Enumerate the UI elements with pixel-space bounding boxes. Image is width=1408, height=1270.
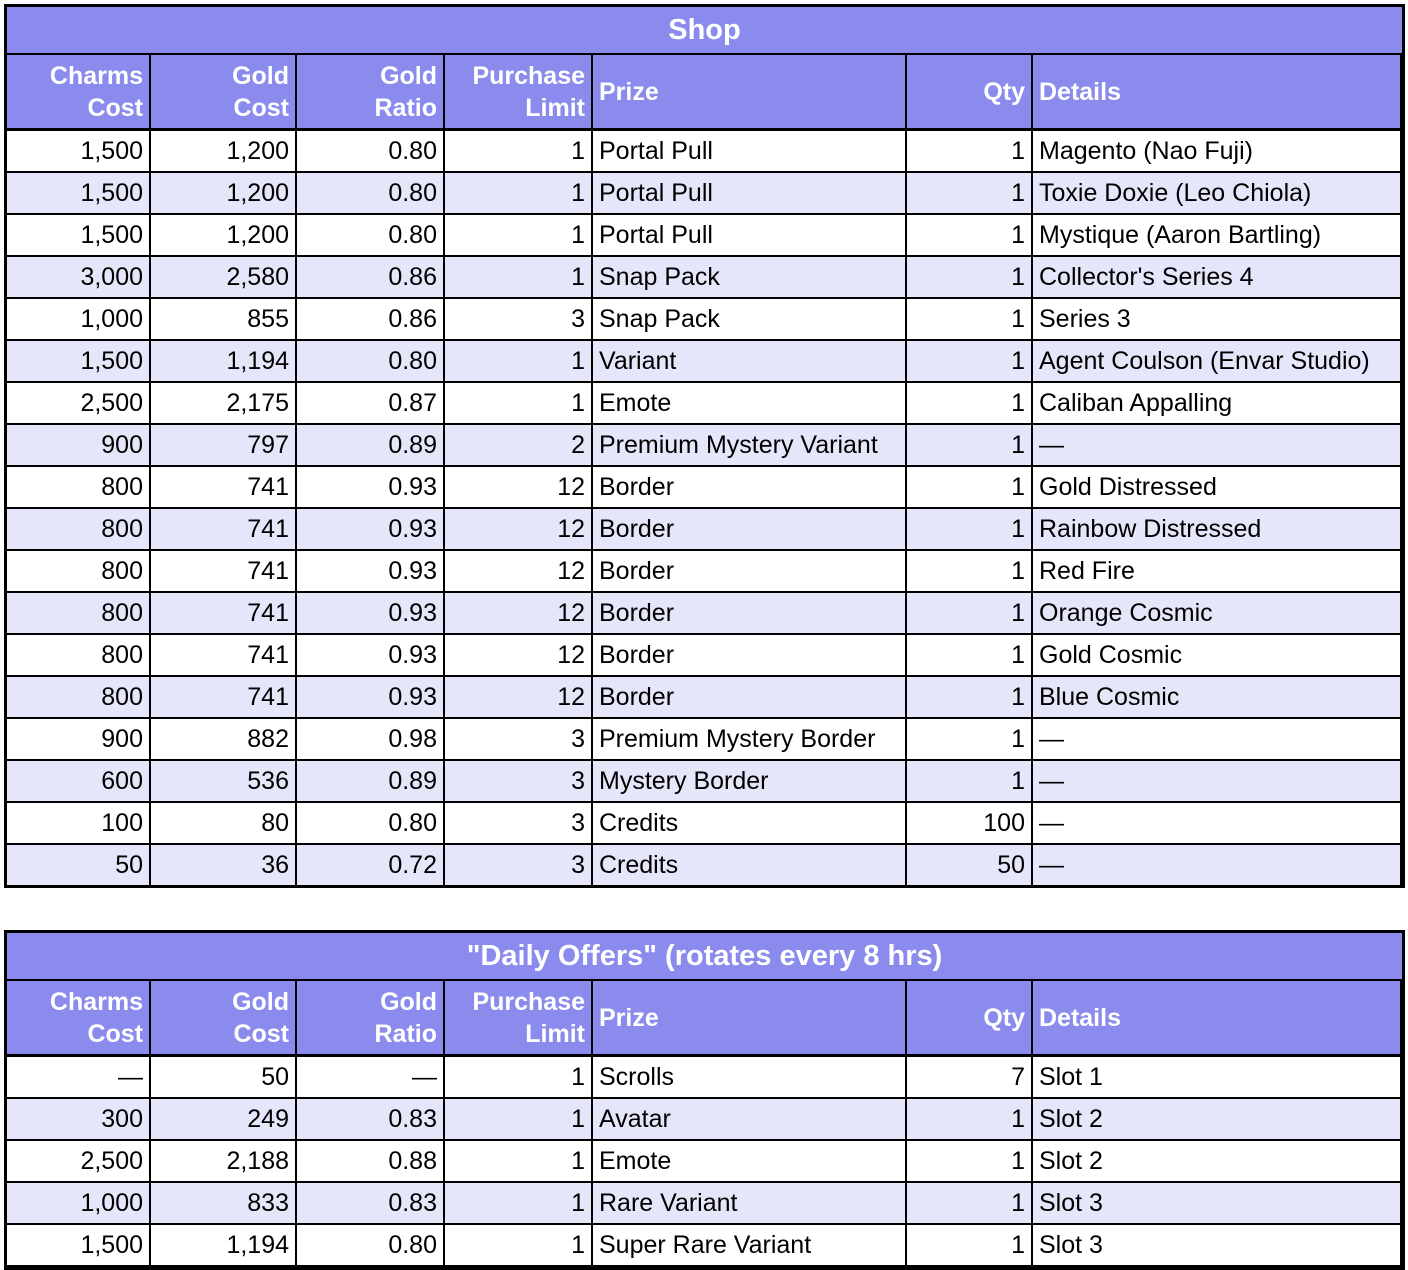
details-cell: Gold Cosmic: [1033, 635, 1400, 675]
gold-cost-cell: 2,188: [151, 1141, 295, 1181]
charms-cost-cell: 2,500: [7, 383, 149, 423]
gold-ratio-cell: 0.93: [297, 551, 443, 591]
table-row: [7, 215, 1400, 255]
gold-ratio-cell: 0.80: [297, 131, 443, 171]
prize-cell: Border: [593, 509, 905, 549]
details-cell: Rainbow Distressed: [1033, 509, 1400, 549]
gold-cost-cell: 882: [151, 719, 295, 759]
qty-cell: 1: [907, 467, 1031, 507]
header-gold-ratio: Gold Ratio: [297, 55, 443, 128]
header-gold-cost: Gold Cost: [151, 55, 295, 128]
purchase-limit-cell: 1: [445, 383, 591, 423]
qty-cell: 1: [907, 551, 1031, 591]
prize-cell: Emote: [593, 1141, 905, 1181]
table-row: [7, 803, 1400, 843]
charms-cost-cell: 800: [7, 635, 149, 675]
charms-cost-cell: 1,000: [7, 1183, 149, 1223]
purchase-limit-cell: 1: [445, 1099, 591, 1139]
charms-cost-cell: 1,500: [7, 215, 149, 255]
shop-title: Shop: [7, 7, 1402, 53]
details-cell: —: [1033, 425, 1400, 465]
charms-cost-cell: 800: [7, 593, 149, 633]
table-row: [7, 845, 1400, 885]
details-cell: —: [1033, 719, 1400, 759]
qty-cell: 1: [907, 383, 1031, 423]
purchase-limit-cell: 3: [445, 761, 591, 801]
gold-cost-cell: 741: [151, 509, 295, 549]
table-row: [7, 1183, 1400, 1223]
prize-cell: Premium Mystery Border: [593, 719, 905, 759]
qty-cell: 1: [907, 215, 1031, 255]
gold-cost-cell: 855: [151, 299, 295, 339]
charms-cost-cell: 800: [7, 551, 149, 591]
gold-ratio-cell: 0.88: [297, 1141, 443, 1181]
header-qty: Qty: [907, 981, 1031, 1054]
charms-cost-cell: 100: [7, 803, 149, 843]
gold-cost-cell: 1,200: [151, 173, 295, 213]
charms-cost-cell: 600: [7, 761, 149, 801]
gold-ratio-cell: 0.86: [297, 299, 443, 339]
gold-ratio-cell: 0.83: [297, 1099, 443, 1139]
qty-cell: 1: [907, 425, 1031, 465]
table-row: [7, 383, 1400, 423]
charms-cost-cell: 1,500: [7, 131, 149, 171]
details-cell: Blue Cosmic: [1033, 677, 1400, 717]
header-charms-cost: Charms Cost: [7, 55, 149, 128]
prize-cell: Portal Pull: [593, 215, 905, 255]
header-gold-ratio: Gold Ratio: [297, 981, 443, 1054]
gold-cost-cell: 1,194: [151, 1225, 295, 1265]
gold-ratio-cell: 0.98: [297, 719, 443, 759]
prize-cell: Border: [593, 593, 905, 633]
charms-cost-cell: 300: [7, 1099, 149, 1139]
gold-ratio-cell: 0.93: [297, 467, 443, 507]
charms-cost-cell: 1,500: [7, 1225, 149, 1265]
table-row: [7, 1057, 1400, 1097]
prize-cell: Premium Mystery Variant: [593, 425, 905, 465]
gold-cost-cell: 741: [151, 677, 295, 717]
table-row: [7, 551, 1400, 591]
table-row: [7, 677, 1400, 717]
table-row: [7, 341, 1400, 381]
purchase-limit-cell: 12: [445, 551, 591, 591]
gold-cost-cell: 1,200: [151, 131, 295, 171]
prize-cell: Emote: [593, 383, 905, 423]
header-qty: Qty: [907, 55, 1031, 128]
table-row: [7, 467, 1400, 507]
purchase-limit-cell: 12: [445, 677, 591, 717]
header-prize: Prize: [593, 981, 905, 1054]
purchase-limit-cell: 1: [445, 173, 591, 213]
gold-ratio-cell: 0.89: [297, 761, 443, 801]
daily-offers-table: [4, 930, 1405, 1270]
prize-cell: Credits: [593, 845, 905, 885]
purchase-limit-cell: 2: [445, 425, 591, 465]
details-cell: Collector's Series 4: [1033, 257, 1400, 297]
charms-cost-cell: 2,500: [7, 1141, 149, 1181]
prize-cell: Rare Variant: [593, 1183, 905, 1223]
details-cell: Slot 2: [1033, 1099, 1400, 1139]
prize-cell: Portal Pull: [593, 173, 905, 213]
qty-cell: 1: [907, 173, 1031, 213]
prize-cell: Variant: [593, 341, 905, 381]
details-cell: Orange Cosmic: [1033, 593, 1400, 633]
details-cell: Slot 1: [1033, 1057, 1400, 1097]
table-row: [7, 1141, 1400, 1181]
gold-cost-cell: 249: [151, 1099, 295, 1139]
gold-ratio-cell: 0.80: [297, 173, 443, 213]
table-row: [7, 257, 1400, 297]
gold-cost-cell: 36: [151, 845, 295, 885]
table-row: [7, 299, 1400, 339]
prize-cell: Portal Pull: [593, 131, 905, 171]
gold-cost-cell: 1,200: [151, 215, 295, 255]
charms-cost-cell: 900: [7, 425, 149, 465]
charms-cost-cell: 900: [7, 719, 149, 759]
details-cell: Slot 2: [1033, 1141, 1400, 1181]
header-gold-cost: Gold Cost: [151, 981, 295, 1054]
gold-cost-cell: 2,175: [151, 383, 295, 423]
details-cell: —: [1033, 803, 1400, 843]
gold-cost-cell: 741: [151, 593, 295, 633]
qty-cell: 1: [907, 131, 1031, 171]
header-purchase-limit: Purchase Limit: [445, 55, 591, 128]
purchase-limit-cell: 1: [445, 1141, 591, 1181]
table-row: [7, 131, 1400, 171]
gold-cost-cell: 2,580: [151, 257, 295, 297]
header-details: Details: [1033, 981, 1400, 1054]
gold-cost-cell: 536: [151, 761, 295, 801]
table-row: [7, 173, 1400, 213]
details-cell: Agent Coulson (Envar Studio): [1033, 341, 1400, 381]
details-cell: Magento (Nao Fuji): [1033, 131, 1400, 171]
gold-ratio-cell: 0.83: [297, 1183, 443, 1223]
gold-ratio-cell: 0.89: [297, 425, 443, 465]
table-row: [7, 761, 1400, 801]
purchase-limit-cell: 12: [445, 509, 591, 549]
details-cell: Toxie Doxie (Leo Chiola): [1033, 173, 1400, 213]
purchase-limit-cell: 3: [445, 299, 591, 339]
gold-ratio-cell: 0.80: [297, 1225, 443, 1265]
charms-cost-cell: 800: [7, 677, 149, 717]
purchase-limit-cell: 1: [445, 1057, 591, 1097]
prize-cell: Credits: [593, 803, 905, 843]
purchase-limit-cell: 1: [445, 1183, 591, 1223]
prize-cell: Mystery Border: [593, 761, 905, 801]
details-cell: —: [1033, 761, 1400, 801]
prize-cell: Scrolls: [593, 1057, 905, 1097]
charms-cost-cell: —: [7, 1057, 149, 1097]
prize-cell: Border: [593, 677, 905, 717]
daily-offers-title: "Daily Offers" (rotates every 8 hrs): [7, 933, 1402, 979]
prize-cell: Avatar: [593, 1099, 905, 1139]
qty-cell: 50: [907, 845, 1031, 885]
gold-cost-cell: 741: [151, 635, 295, 675]
gold-ratio-cell: 0.93: [297, 677, 443, 717]
qty-cell: 1: [907, 677, 1031, 717]
charms-cost-cell: 1,500: [7, 173, 149, 213]
qty-cell: 1: [907, 257, 1031, 297]
gold-ratio-cell: 0.86: [297, 257, 443, 297]
table-row: [7, 1225, 1400, 1265]
charms-cost-cell: 1,500: [7, 341, 149, 381]
details-cell: Slot 3: [1033, 1183, 1400, 1223]
table-row: [7, 719, 1400, 759]
qty-cell: 1: [907, 299, 1031, 339]
purchase-limit-cell: 12: [445, 593, 591, 633]
gold-cost-cell: 80: [151, 803, 295, 843]
prize-cell: Snap Pack: [593, 257, 905, 297]
gold-cost-cell: 833: [151, 1183, 295, 1223]
gold-cost-cell: 797: [151, 425, 295, 465]
charms-cost-cell: 800: [7, 509, 149, 549]
details-cell: —: [1033, 845, 1400, 885]
qty-cell: 1: [907, 635, 1031, 675]
gold-ratio-cell: 0.72: [297, 845, 443, 885]
table-row: [7, 593, 1400, 633]
gold-ratio-cell: —: [297, 1057, 443, 1097]
details-cell: Series 3: [1033, 299, 1400, 339]
purchase-limit-cell: 12: [445, 635, 591, 675]
table-row: [7, 635, 1400, 675]
purchase-limit-cell: 1: [445, 341, 591, 381]
purchase-limit-cell: 1: [445, 257, 591, 297]
shop-table: [4, 4, 1405, 888]
purchase-limit-cell: 1: [445, 215, 591, 255]
qty-cell: 1: [907, 1183, 1031, 1223]
qty-cell: 1: [907, 1099, 1031, 1139]
gold-ratio-cell: 0.80: [297, 341, 443, 381]
prize-cell: Border: [593, 551, 905, 591]
table-row: [7, 425, 1400, 465]
details-cell: Caliban Appalling: [1033, 383, 1400, 423]
gold-ratio-cell: 0.80: [297, 803, 443, 843]
prize-cell: Border: [593, 467, 905, 507]
details-cell: Slot 3: [1033, 1225, 1400, 1265]
prize-cell: Snap Pack: [593, 299, 905, 339]
charms-cost-cell: 1,000: [7, 299, 149, 339]
details-cell: Mystique (Aaron Bartling): [1033, 215, 1400, 255]
qty-cell: 1: [907, 341, 1031, 381]
gold-ratio-cell: 0.87: [297, 383, 443, 423]
header-details: Details: [1033, 55, 1400, 128]
purchase-limit-cell: 3: [445, 719, 591, 759]
qty-cell: 1: [907, 719, 1031, 759]
qty-cell: 100: [907, 803, 1031, 843]
charms-cost-cell: 50: [7, 845, 149, 885]
header-purchase-limit: Purchase Limit: [445, 981, 591, 1054]
qty-cell: 1: [907, 1141, 1031, 1181]
qty-cell: 7: [907, 1057, 1031, 1097]
shop-header-row: [7, 55, 1400, 128]
purchase-limit-cell: 1: [445, 1225, 591, 1265]
details-cell: Gold Distressed: [1033, 467, 1400, 507]
gold-ratio-cell: 0.93: [297, 509, 443, 549]
daily-header-row: [7, 981, 1400, 1054]
gold-cost-cell: 741: [151, 467, 295, 507]
prize-cell: Border: [593, 635, 905, 675]
charms-cost-cell: 800: [7, 467, 149, 507]
table-row: [7, 1099, 1400, 1139]
gold-cost-cell: 1,194: [151, 341, 295, 381]
purchase-limit-cell: 3: [445, 845, 591, 885]
qty-cell: 1: [907, 1225, 1031, 1265]
gold-cost-cell: 50: [151, 1057, 295, 1097]
purchase-limit-cell: 1: [445, 131, 591, 171]
header-charms-cost: Charms Cost: [7, 981, 149, 1054]
gold-ratio-cell: 0.93: [297, 593, 443, 633]
details-cell: Red Fire: [1033, 551, 1400, 591]
qty-cell: 1: [907, 593, 1031, 633]
qty-cell: 1: [907, 509, 1031, 549]
table-row: [7, 509, 1400, 549]
purchase-limit-cell: 12: [445, 467, 591, 507]
gold-cost-cell: 741: [151, 551, 295, 591]
charms-cost-cell: 3,000: [7, 257, 149, 297]
qty-cell: 1: [907, 761, 1031, 801]
gold-ratio-cell: 0.93: [297, 635, 443, 675]
header-prize: Prize: [593, 55, 905, 128]
purchase-limit-cell: 3: [445, 803, 591, 843]
gold-ratio-cell: 0.80: [297, 215, 443, 255]
prize-cell: Super Rare Variant: [593, 1225, 905, 1265]
